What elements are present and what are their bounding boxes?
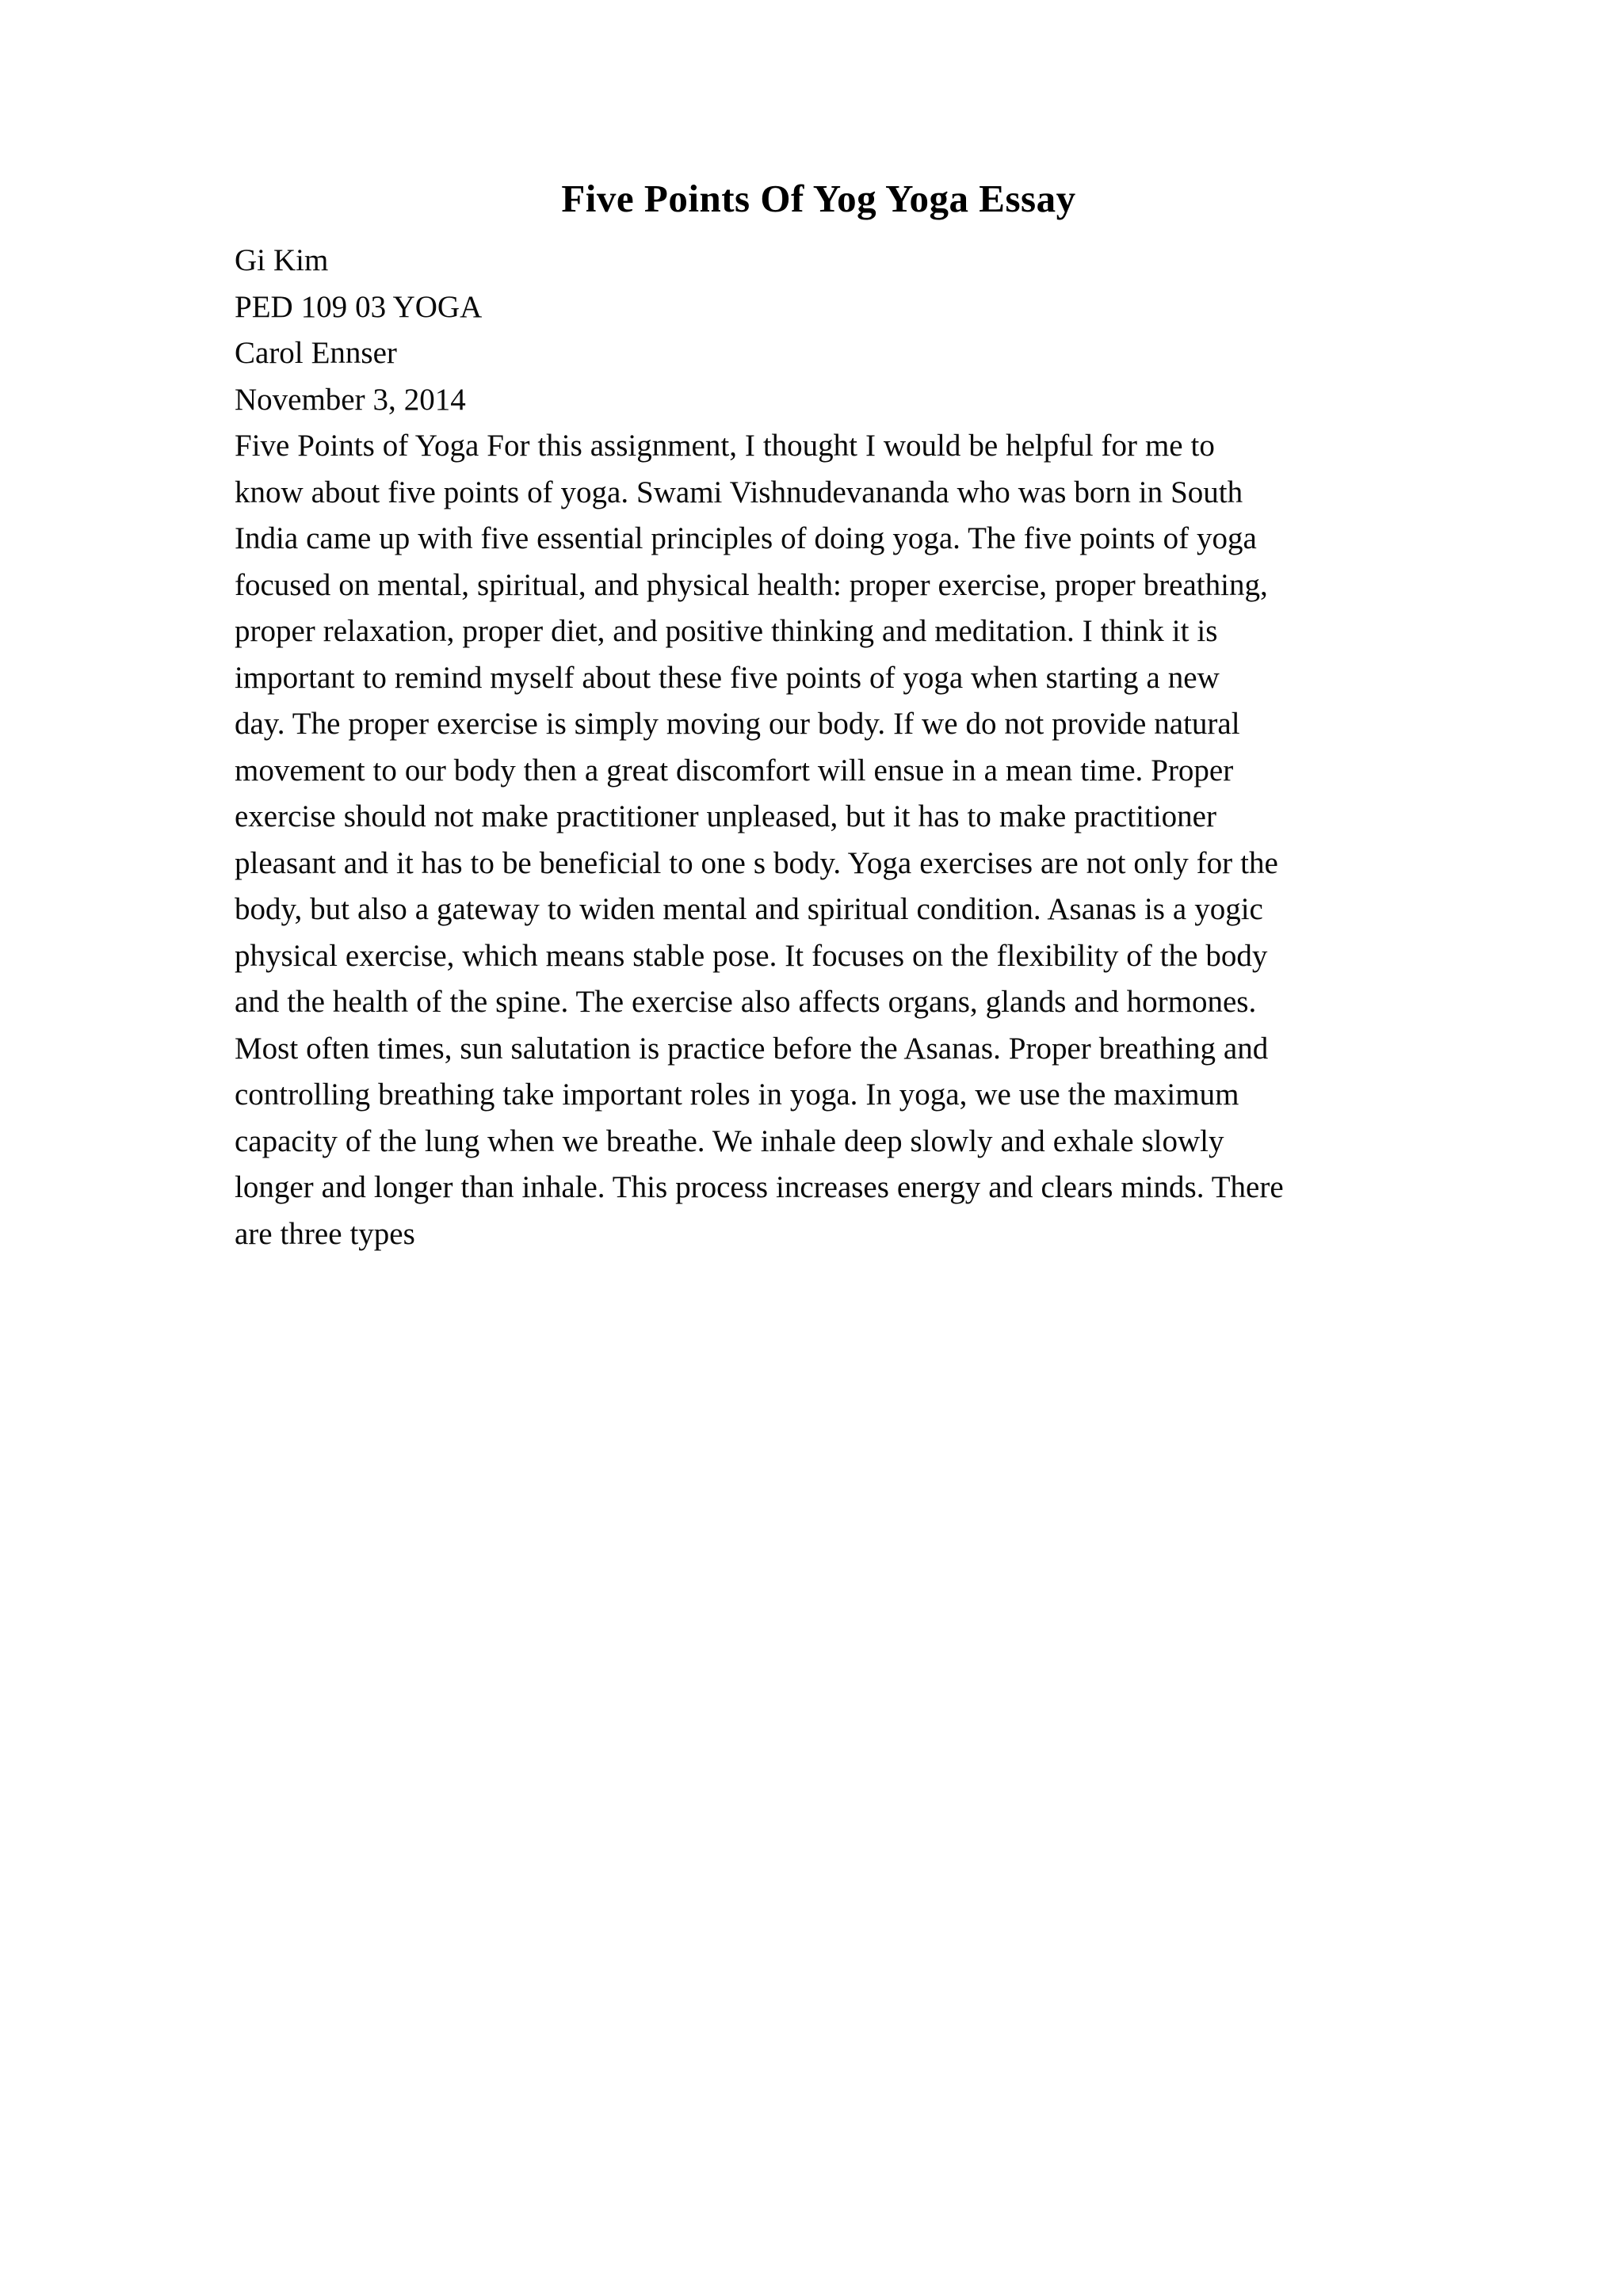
body-line: are three types [235, 1216, 415, 1251]
body-line: exercise should not make practitioner unpleased, but it has to make practitioner [235, 799, 1216, 833]
body-line: proper relaxation, proper diet, and positive thinking and meditation. I think it is [235, 614, 1218, 648]
body-line: pleasant and it has to be beneficial to one s body. Yoga exercises are not only for the [235, 845, 1278, 880]
essay-paragraph [235, 423, 1493, 1257]
document-header-block [235, 238, 1493, 423]
document-body [235, 238, 1493, 1257]
page-title: Five Points Of Yog Yoga Essay [561, 176, 1076, 220]
body-line: important to remind myself about these five points of yoga when starting a new [235, 660, 1220, 695]
body-line: Most often times, sun salutation is practice before the Asanas. Proper breathing and [235, 1031, 1269, 1066]
body-line: know about five points of yoga. Swami Vishnudevananda who was born in South [235, 475, 1243, 509]
header-line-author: Gi Kim [235, 243, 329, 277]
header-line-course: PED 109 03 YOGA [235, 289, 483, 324]
body-line: India came up with five essential principles of doing yoga. The five points of yoga [235, 521, 1257, 555]
body-line: Five Points of Yoga For this assignment, I thought I would be helpful for me to [235, 429, 1215, 463]
body-line: capacity of the lung when we breathe. We inhale deep slowly and exhale slowly [235, 1123, 1224, 1158]
body-line: day. The proper exercise is simply moving our body. If we do not provide natural [235, 707, 1240, 741]
body-line: focused on mental, spiritual, and physical health: proper exercise, proper breathing, [235, 567, 1268, 602]
body-line: movement to our body then a great discomfort will ensue in a mean time. Proper [235, 753, 1234, 788]
header-line-instructor: Carol Ennser [235, 336, 397, 370]
body-line: longer and longer than inhale. This process increases energy and clears minds. There [235, 1170, 1284, 1204]
body-line: body, but also a gateway to widen mental and spiritual condition. Asanas is a yogic [235, 892, 1263, 926]
body-line: and the health of the spine. The exercise also affects organs, glands and hormones. [235, 985, 1257, 1019]
body-line: physical exercise, which means stable pose. It focuses on the flexibility of the body [235, 938, 1268, 973]
header-line-date: November 3, 2014 [235, 382, 466, 417]
body-line: controlling breathing take important roles in yoga. In yoga, we use the maximum [235, 1077, 1239, 1112]
